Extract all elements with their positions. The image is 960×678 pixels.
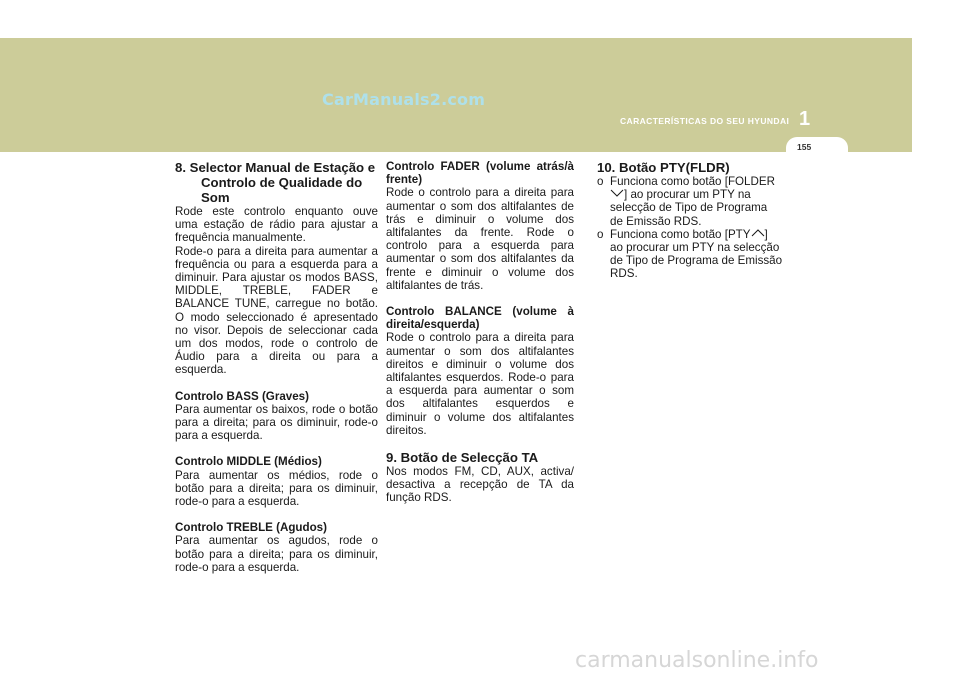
- section-8-body: Rode-o para a direita para aumentar a frequência ou para a esquerda para a diminuir. Para ajustar os modos BASS, MIDDLE, TREBLE, FADER e BALANCE TUNE, carregue no botão. O modo seleccionado é apresentado no visor. Depois de seleccionar cada um dos modos, rode o controlo de Áudio para a direita ou para a esquerda.: [175, 244, 378, 377]
- bass-text: Para aumentar os baixos, rode o botão para a direita; para os diminuir, rode-o para a esquerda.: [175, 402, 378, 443]
- column-3: [597, 160, 783, 281]
- section-8-heading: 8. Selector Manual de Estação e Controlo de Qualidade do Som: [175, 160, 376, 205]
- bullet-marker: o: [597, 175, 604, 188]
- footer-watermark: carmanualsonline.info: [575, 648, 819, 673]
- section-10-heading: 10. Botão PTY(FLDR): [597, 160, 730, 175]
- section-8-intro: Rode este controlo enquanto ouve uma estação de rádio para ajustar a frequência manualmente.: [175, 205, 378, 245]
- bullet-text-after: ] ao procurar um PTY na selecção de Tipo de Programa de Emissão RDS.: [610, 188, 768, 228]
- chapter-title: CARACTERÍSTICAS DO SEU HYUNDAI: [620, 116, 790, 126]
- section-9-text: Nos modos FM, CD, AUX, activa/ desactiva a recepção de TA da função RDS.: [386, 465, 574, 505]
- site-watermark: CarManuals2.com: [322, 90, 486, 109]
- middle-title: Controlo MIDDLE (Médios): [175, 455, 322, 469]
- bass-title: Controlo BASS (Graves): [175, 389, 309, 403]
- fader-text: Rode o controlo para a direita para aumentar o som dos altifalantes de trás e diminuir o volume dos altifalantes da frente. Rode o controlo para a esquerda para aumentar o som dos altifalantes da frente e diminuir o volume dos altifalantes de trás.: [386, 186, 574, 292]
- middle-text: Para aumentar os médios, rode o botão para a direita; para os diminuir, rode-o para a esquerda.: [175, 468, 378, 509]
- section-number: 1: [799, 108, 811, 130]
- bullet-text-before: Funciona como botão [FOLDER: [610, 175, 775, 188]
- balance-text: Rode o controlo para a direita para aumentar o som dos altifalantes direitos e diminuir o volume dos altifalantes esquerdos. Rode-o para a esquerda para aumentar o som dos altifalantes esquerdos e diminuir o volume dos altifalantes direitos.: [386, 331, 574, 437]
- balance-title: Controlo BALANCE (volume à direita/esquerda): [386, 305, 574, 332]
- pty-bullet-list: [597, 175, 783, 281]
- bullet-marker: o: [597, 227, 604, 241]
- bullet-text-before: Funciona como botão [PTY: [610, 227, 751, 241]
- fader-title: Controlo FADER (volume atrás/à frente): [386, 160, 574, 187]
- chevron-up-icon: [751, 229, 765, 237]
- list-item: [597, 228, 783, 281]
- column-1: [175, 160, 378, 574]
- treble-text: Para aumentar os agudos, rode o botão para a direita; para os diminuir, rode-o para a esquerda.: [175, 534, 378, 574]
- list-item: [597, 175, 783, 228]
- column-2: [386, 160, 574, 505]
- chevron-down-icon: [610, 189, 624, 197]
- section-9-heading: 9. Botão de Selecção TA: [386, 450, 539, 466]
- treble-title: Controlo TREBLE (Agudos): [175, 521, 327, 535]
- page-number: 155: [797, 142, 812, 152]
- bullet-text-after: ] ao procurar um PTY na selecção de Tipo de Programa de Emissão RDS.: [610, 227, 783, 281]
- page-number-tab: [786, 137, 848, 159]
